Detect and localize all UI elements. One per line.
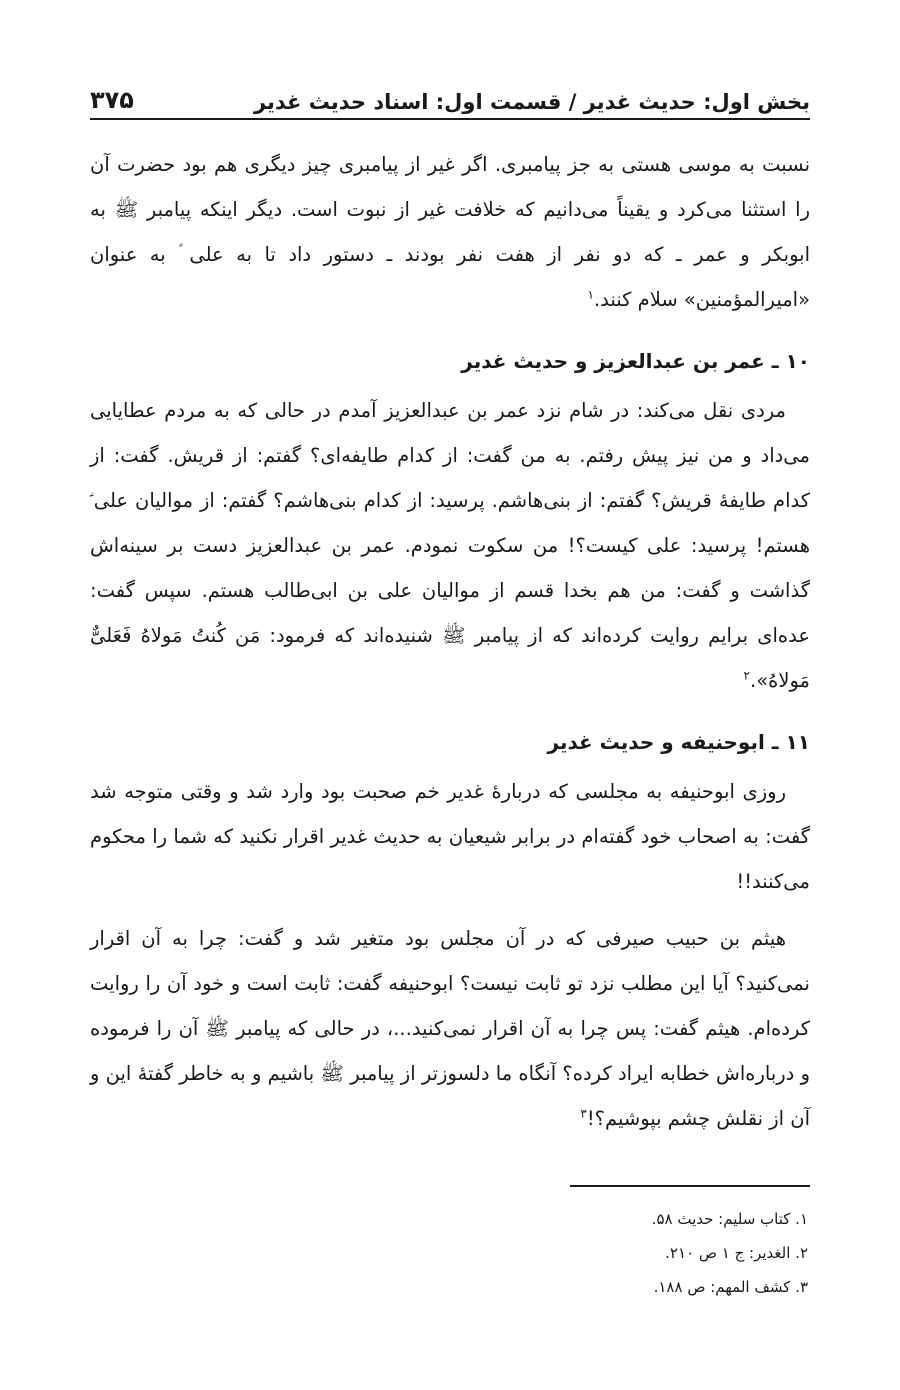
section-heading: ۱۰ ـ عمر بن عبدالعزیز و حدیث غدیر [461, 349, 810, 373]
footnote-divider [570, 1185, 810, 1187]
page-number: ۳۷۵ [90, 86, 134, 114]
paragraph-text: نسبت به موسی هستی به جز پیامبری. اگر غیر از پیامبری چیز دیگری هم بود حضرت آن را استثنا می‌کرد و یقیناً می‌دانیم که خلافت غیر از نبوت است. دیگر اینکه پیامبر ﷺ به ابوبکر و عمر ـ که دو نفر از هفت نفر بودند ـ دستور داد تا به علی ؑ به عنوان «امیرالمؤمنین» سلام کنند. [90, 153, 810, 311]
paragraph [90, 388, 810, 703]
header-divider [90, 118, 810, 120]
paragraph-text: مردی نقل می‌کند: در شام نزد عمر بن عبدالعزیز آمدم در حالی که به مردم عطایایی می‌داد و من نیز پیش رفتم. به من گفت: از کدام طایفه‌ای؟ گفتم: از قریش. گفت: از کدام طایفهٔ قریش؟ گفتم: از بنی‌هاشم. پرسید: از کدام بنی‌هاشم؟ گفتم: از موالیان علی ؑ هستم! پرسید: علی کیست؟! من سکوت نمودم. عمر بن عبدالعزیز دست بر سینه‌اش گذاشت و گفت: من هم بخدا قسم از موالیان علی بن ابی‌طالب هستم. سپس گفت: عده‌ای برایم روایت کرده‌اند که از پیامبر ﷺ شنیده‌اند که فرمود: مَن کُنتُ مَولاهُ فَعَلیٌّ مَولاهُ». [90, 399, 810, 692]
paragraph [90, 916, 810, 1141]
footnotes [90, 1202, 810, 1304]
footnote: ۲. الغدیر: ج ۱ ص ۲۱۰. [665, 1244, 808, 1262]
footnote-reference: ۱ [587, 287, 594, 302]
page-header [90, 70, 810, 114]
paragraph [90, 142, 810, 322]
running-title: بخش اول: حدیث غدیر / قسمت اول: اسناد حدیث غدیر [253, 90, 810, 114]
footnote: ۳. کشف المهم: ص ۱۸۸. [653, 1278, 808, 1296]
paragraph [90, 769, 810, 904]
footnote-reference: ۲ [743, 668, 750, 683]
footnote-reference: ۳ [580, 1106, 587, 1121]
body-text [90, 142, 810, 1141]
book-page [90, 0, 810, 1390]
section-heading: ۱۱ ـ ابوحنیفه و حدیث غدیر [547, 730, 810, 754]
paragraph-text: هیثم بن حبیب صیرفی که در آن مجلس بود متغیر شد و گفت: چرا به آن اقرار نمی‌کنید؟ آیا این مطلب نزد تو ثابت نیست؟ ابوحنیفه گفت: ثابت است و خود آن را روایت کرده‌ام. هیثم گفت: پس چرا به آن اقرار نمی‌کنید...، در حالی که پیامبر ﷺ آن را فرموده و دربار‌ه‌اش خطابه ایراد کرده؟ آنگاه ما دلسوزتر از پیامبر ﷺ باشیم و به خاطر گفتهٔ این و آن از نقلش چشم بپوشیم؟! [90, 927, 810, 1130]
footnote: ۱. کتاب سلیم: حدیث ۵۸. [651, 1210, 808, 1228]
paragraph-text: روزی ابوحنیفه به مجلسی که دربارهٔ غدیر خم صحبت بود وارد شد و وقتی متوجه شد گفت: به اصحاب خود گفته‌ام در برابر شیعیان به حدیث غدیر اقرار نکنید که شما را محکوم می‌کنند!! [90, 780, 810, 893]
